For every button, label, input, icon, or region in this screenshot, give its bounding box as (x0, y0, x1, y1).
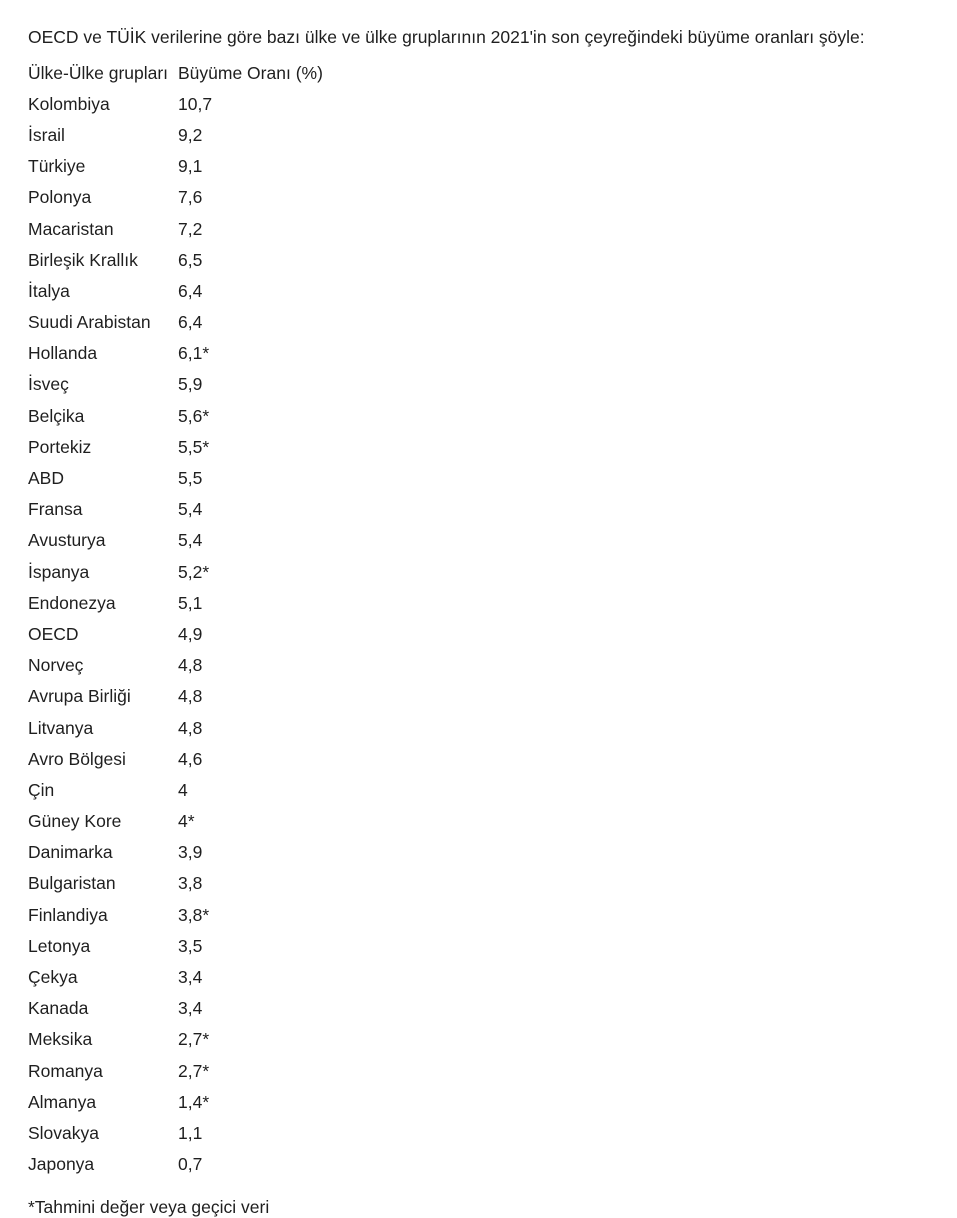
rate-cell: 4,9 (178, 623, 203, 644)
country-cell: Endonezya (28, 592, 116, 613)
table-row (28, 307, 378, 338)
country-cell: Türkiye (28, 156, 86, 177)
country-cell: İsrail (28, 124, 65, 145)
table-row (28, 837, 378, 868)
rate-cell: 4,8 (178, 655, 203, 676)
table-row (28, 556, 378, 587)
table-row (28, 151, 378, 182)
rate-cell: 4,8 (178, 686, 203, 707)
growth-rate-table (28, 57, 378, 1180)
rate-cell: 1,1 (178, 1122, 203, 1143)
country-cell: Fransa (28, 499, 83, 520)
country-cell: İtalya (28, 280, 70, 301)
country-cell: İspanya (28, 561, 90, 582)
rate-cell: 3,8* (178, 904, 210, 925)
country-cell: Hollanda (28, 343, 98, 364)
country-cell: Güney Kore (28, 811, 122, 832)
country-cell: Belçika (28, 405, 85, 426)
country-cell: Avro Bölgesi (28, 748, 126, 769)
table-row (28, 774, 378, 805)
table-row (28, 1086, 378, 1117)
table-row (28, 213, 378, 244)
country-cell: İsveç (28, 374, 69, 395)
table-row (28, 743, 378, 774)
country-cell: Polonya (28, 187, 92, 208)
rate-cell: 3,8 (178, 873, 203, 894)
country-cell: Almanya (28, 1091, 97, 1112)
table-row (28, 338, 378, 369)
header-country: Ülke-Ülke grupları (28, 62, 169, 83)
rate-cell: 0,7 (178, 1154, 203, 1175)
rate-cell: 2,7* (178, 1060, 210, 1081)
country-cell: Letonya (28, 935, 91, 956)
rate-cell: 7,6 (178, 187, 203, 208)
table-row (28, 868, 378, 899)
rate-cell: 4 (178, 779, 188, 800)
table-row (28, 899, 378, 930)
country-cell: Japonya (28, 1154, 95, 1175)
country-cell: Romanya (28, 1060, 103, 1081)
rate-cell: 5,1 (178, 592, 203, 613)
table-row (28, 244, 378, 275)
table-row (28, 1117, 378, 1148)
country-cell: Birleşik Krallık (28, 249, 138, 270)
table-row (28, 525, 378, 556)
rate-cell: 4* (178, 811, 195, 832)
table-row (28, 182, 378, 213)
table-row (28, 119, 378, 150)
table-row (28, 1024, 378, 1055)
rate-cell: 9,1 (178, 156, 203, 177)
table-row (28, 618, 378, 649)
rate-cell: 6,5 (178, 249, 203, 270)
country-cell: Danimarka (28, 842, 113, 863)
table-row (28, 681, 378, 712)
country-cell: ABD (28, 468, 64, 489)
table-row (28, 650, 378, 681)
rate-cell: 3,9 (178, 842, 203, 863)
rate-cell: 5,5* (178, 436, 210, 457)
table-row (28, 587, 378, 618)
rate-cell: 5,9 (178, 374, 203, 395)
table-row (28, 930, 378, 961)
rate-cell: 5,6* (178, 405, 210, 426)
rate-cell: 5,2* (178, 561, 210, 582)
country-cell: Litvanya (28, 717, 94, 738)
country-cell: OECD (28, 623, 79, 644)
rate-cell: 1,4* (178, 1091, 210, 1112)
rate-cell: 5,4 (178, 499, 203, 520)
table-row (28, 431, 378, 462)
rate-cell: 4,6 (178, 748, 203, 769)
rate-cell: 3,4 (178, 967, 203, 988)
country-cell: Bulgaristan (28, 873, 116, 894)
country-cell: Çin (28, 779, 55, 800)
rate-cell: 5,4 (178, 530, 203, 551)
country-cell: Meksika (28, 1029, 93, 1050)
table-row (28, 806, 378, 837)
country-cell: Kanada (28, 998, 89, 1019)
rate-cell: 3,4 (178, 998, 203, 1019)
rate-cell: 4,8 (178, 717, 203, 738)
footnote: *Tahmini değer veya geçici veri (28, 1196, 270, 1217)
rate-cell: 6,4 (178, 280, 203, 301)
table-row (28, 275, 378, 306)
country-cell: Suudi Arabistan (28, 312, 151, 333)
country-cell: Macaristan (28, 218, 114, 239)
table-row (28, 993, 378, 1024)
table-row (28, 494, 378, 525)
rate-cell: 9,2 (178, 124, 203, 145)
table-row (28, 400, 378, 431)
table-header-row (28, 57, 378, 88)
rate-cell: 2,7* (178, 1029, 210, 1050)
intro-paragraph: OECD ve TÜİK verilerine göre bazı ülke ve ülke gruplarının 2021'in son çeyreğindeki büyüme oranları şöyle: (28, 26, 865, 47)
table-row (28, 369, 378, 400)
country-cell: Avrupa Birliği (28, 686, 131, 707)
rate-cell: 6,1* (178, 343, 210, 364)
country-cell: Kolombiya (28, 93, 110, 114)
header-rate: Büyüme Oranı (%) (178, 62, 323, 83)
rate-cell: 5,5 (178, 468, 203, 489)
rate-cell: 3,5 (178, 935, 203, 956)
table-body (28, 88, 378, 1180)
rate-cell: 10,7 (178, 93, 213, 114)
table-row (28, 712, 378, 743)
table-row (28, 88, 378, 119)
rate-cell: 7,2 (178, 218, 203, 239)
table-row (28, 961, 378, 992)
country-cell: Slovakya (28, 1122, 100, 1143)
table-row (28, 462, 378, 493)
country-cell: Portekiz (28, 436, 92, 457)
table-row (28, 1149, 378, 1180)
table-row (28, 1055, 378, 1086)
rate-cell: 6,4 (178, 312, 203, 333)
country-cell: Finlandiya (28, 904, 108, 925)
country-cell: Çekya (28, 967, 78, 988)
country-cell: Avusturya (28, 530, 106, 551)
country-cell: Norveç (28, 655, 84, 676)
